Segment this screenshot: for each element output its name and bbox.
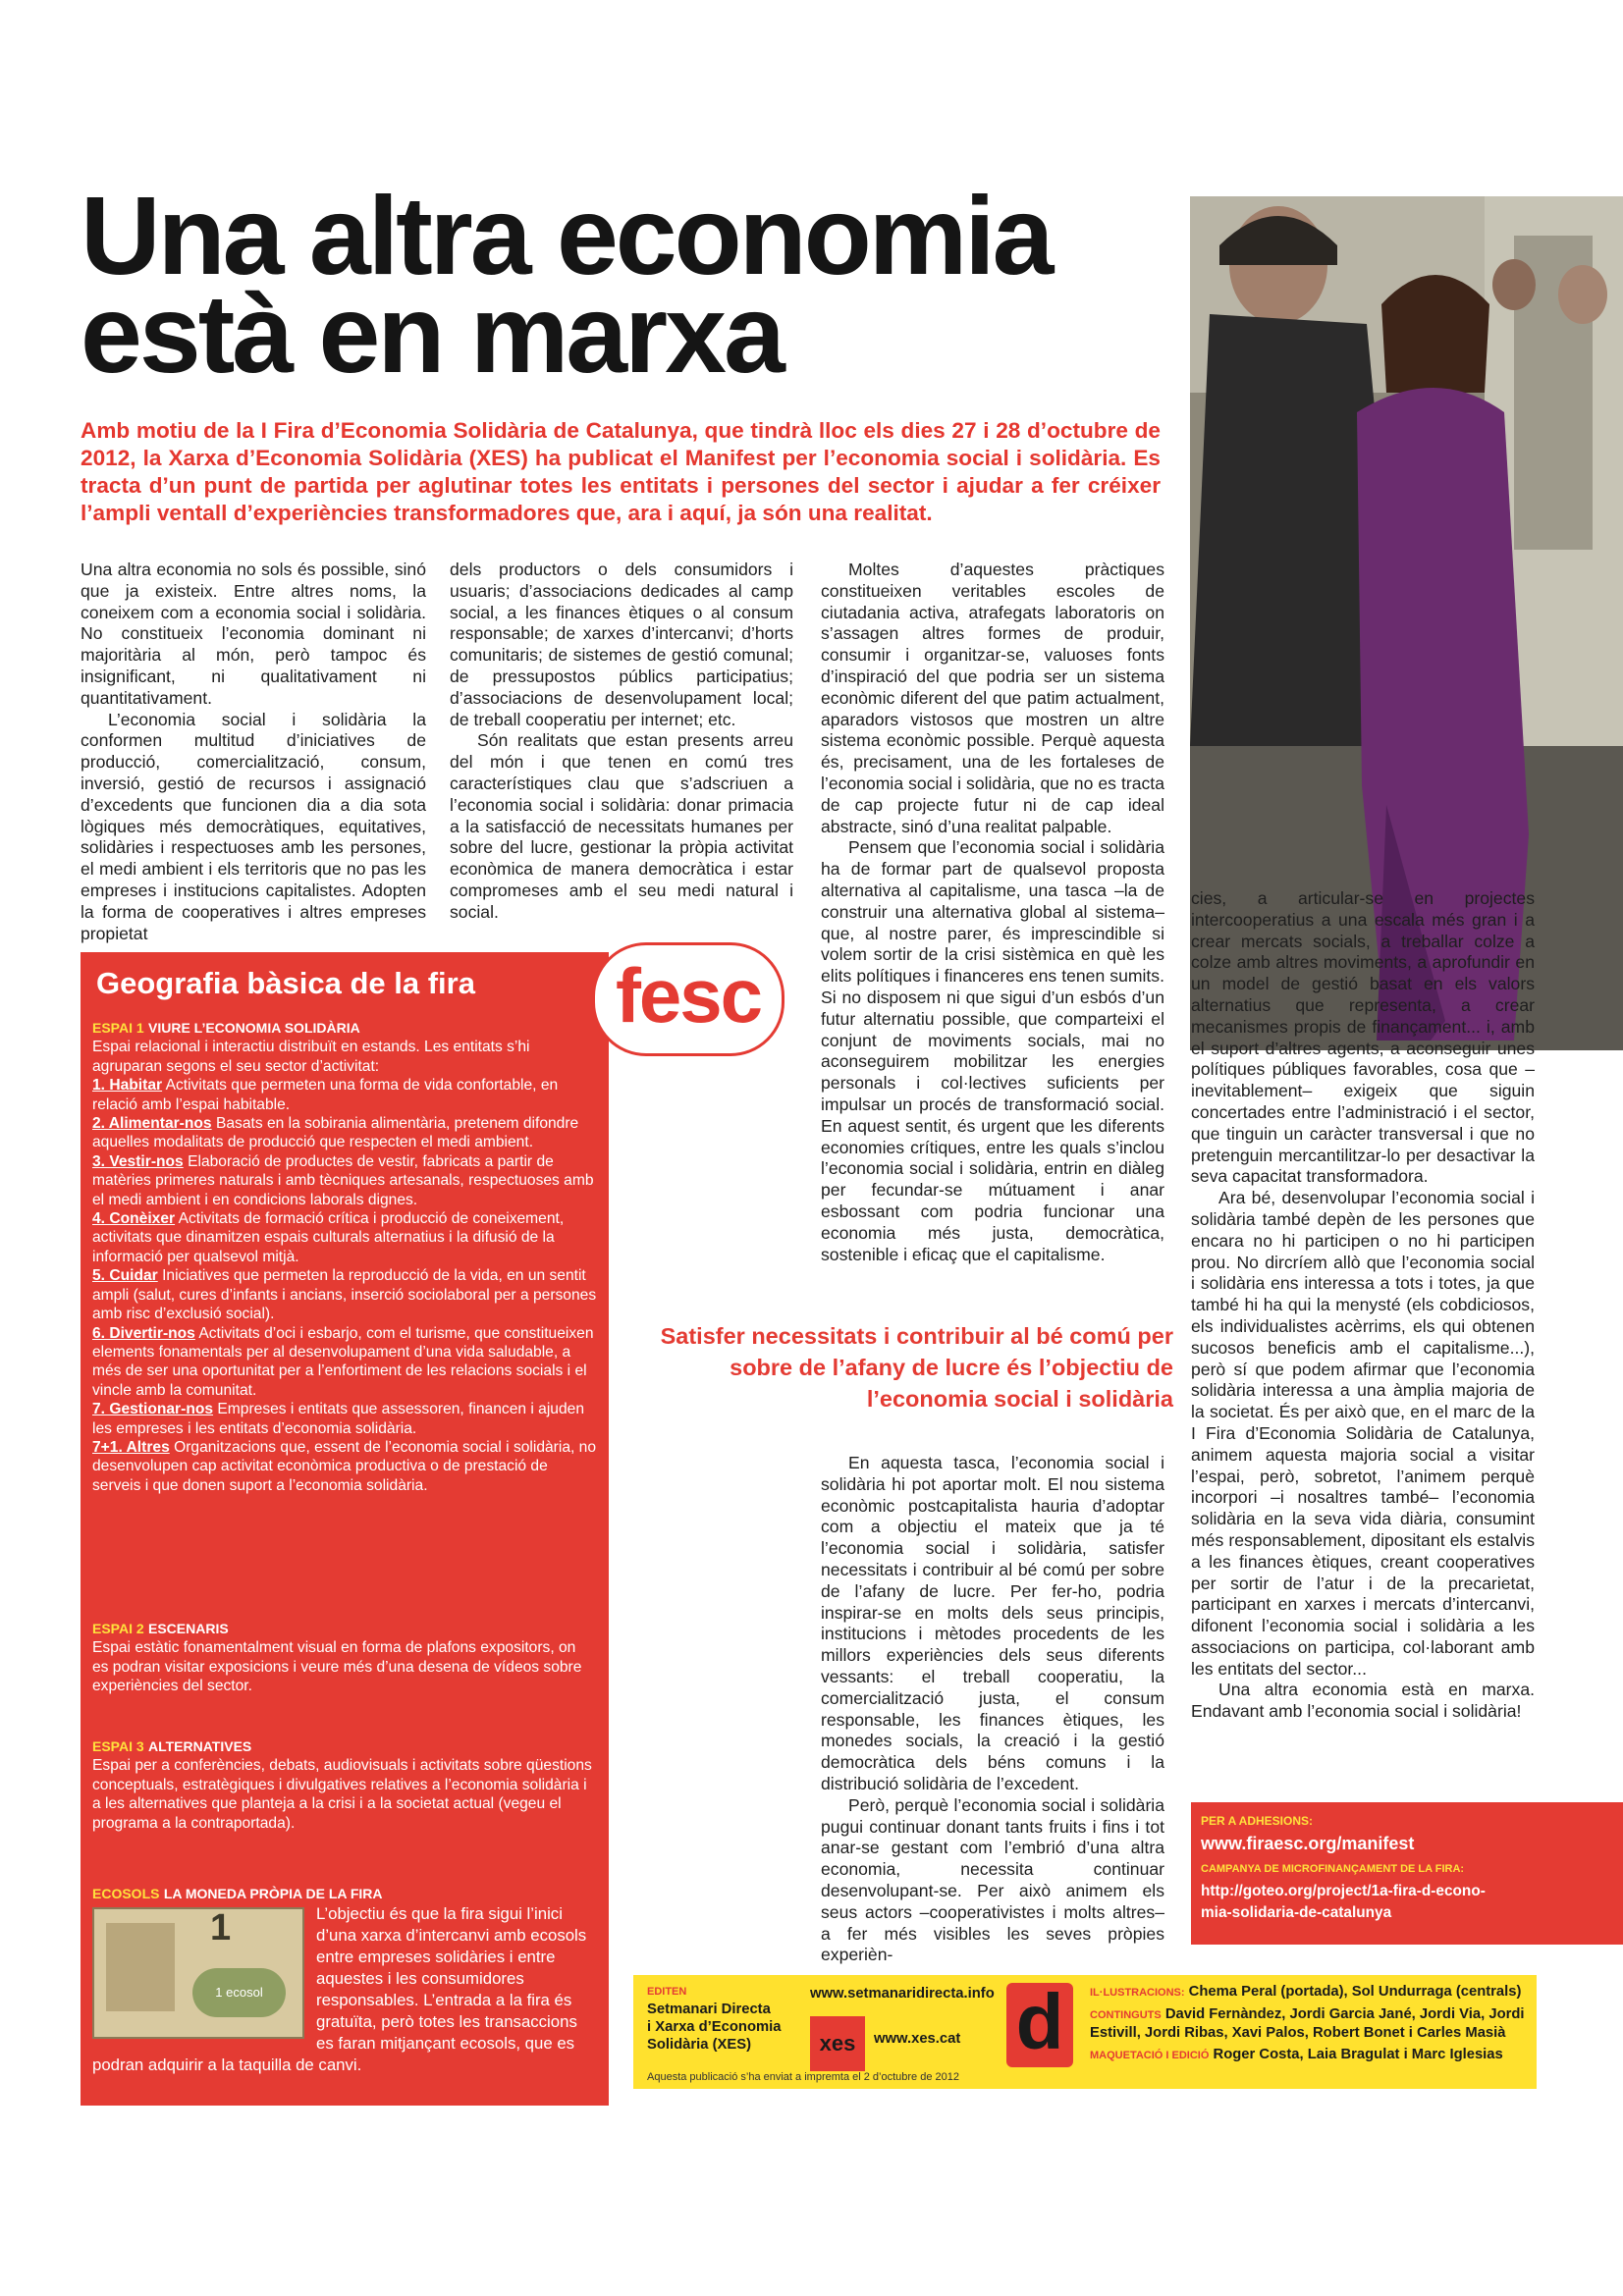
sector-list xyxy=(92,1076,598,1495)
publishers-label: EDITEN xyxy=(647,1986,687,1998)
print-note: Aquesta publicació s’ha enviat a impremta el 2 d’octubre de 2012 xyxy=(647,2071,959,2083)
sector-name: 6. Divertir-nos xyxy=(92,1324,195,1342)
espai-1-number: ESPAI 1 xyxy=(92,1020,144,1036)
credits-block xyxy=(1090,1983,1532,2064)
crowdfunding-label: CAMPANYA DE MICROFINANÇAMENT DE LA FIRA: xyxy=(1201,1863,1465,1875)
sector-item xyxy=(92,1438,598,1495)
article-column-3 xyxy=(821,560,1164,1265)
contents-credit-2: Estivill, Jordi Ribas, Xavi Palos, Robert Bonet i Carles Masià xyxy=(1090,2025,1506,2041)
article-paragraph: Però, perquè l’economia social i solidària pugui continuar donant tants fruits i fins i tot anar-se gestant com l’embrió d’una altra economia, necessita continuar desenvolupant-se. Per això animem els seus actors –cooperativistes i molts altres– a fer més visibles les seves pròpies experièn- xyxy=(821,1794,1164,1965)
illustrations-label: IL·LUSTRACIONS: xyxy=(1090,1987,1185,1999)
sector-item xyxy=(92,1076,598,1114)
fair-geography-title: Geografia bàsica de la fira xyxy=(96,966,475,1000)
espai-1-name: VIURE L’ECONOMIA SOLIDÀRIA xyxy=(148,1020,360,1036)
sector-item xyxy=(92,1324,598,1401)
sector-name: 5. Cuidar xyxy=(92,1267,158,1285)
article-column-3-lower xyxy=(821,1453,1164,1966)
publisher-line: Solidària (XES) xyxy=(647,2037,752,2053)
sector-name: 7. Gestionar-nos xyxy=(92,1401,214,1418)
article-paragraph: Moltes d’aquestes pràctiques constitueixen veritables escoles de ciutadania activa, atrafegats laboratoris on s’assagen altres formes de produir, consumir i organitzar-se, valuoses fonts d’inspiració del que podria ser un sistema econòmic diferent del que patim actualment, aparadors vistosos que mostren un altre sistema econòmic possible. Perquè aquesta és, precisament, una de les fortaleses de l’economia social i solidària, que no es tracta de cap projecte futur ni de cap ideal abstracte, sinó d’una realitat palpable. xyxy=(821,560,1164,836)
sector-item xyxy=(92,1209,598,1266)
lead-paragraph: Amb motiu de la I Fira d’Economia Solidària de Catalunya, que tindrà lloc els dies 27 i 28 d’octubre de 2012, la Xarxa d’Economia Solidària (XES) ha publicat el Manifest per l’economia social i solidària. Es tracta d’un punt de partida per aglutinar totes les entitats i persones del sector i ajudar a fer créixer l’ampli ventall d’experiències transformadores que, ara i aquí, ja són una realitat. xyxy=(81,418,1161,525)
adhesions-box xyxy=(1191,1802,1623,1945)
illustrations-credit: Chema Peral (portada), Sol Undurraga (centrals) xyxy=(1188,1984,1522,2000)
sector-text: Elaboració de productes de vestir, fabricats a partir de matèries primeres naturals i amb tècniques artesanals, respectuoses amb el medi ambient i en condicions laborals dignes. xyxy=(92,1152,594,1208)
publisher-line: i Xarxa d’Economia xyxy=(647,2019,782,2035)
espai-3-text: Espai per a conferències, debats, audiovisuals i activitats sobre qüestions conceptuals, estratègiques i divulgatives relatives a l’economia solidària i a les alternatives que planteja a la crisi i a la societat actual (vegeu el programa a la contraportada). xyxy=(92,1757,592,1832)
adhesions-label: PER A ADHESIONS: xyxy=(1201,1814,1314,1828)
ecosols-section xyxy=(92,1885,593,2076)
fesc-logo xyxy=(592,942,784,1056)
article-paragraph: cies, a articular-se en projectes intercooperatius a una escala més gran i a crear mercats socials, a treballar colze a colze amb altres moviments, a aprofundir en un model de gestió basat en els valors alternatius que representa, a crear mecanismes propis de finançament... i, amb el suport d’altres agents, a aconseguir unes polítiques públiques favorables, cosa que –inevitablement– exigeix que siguin concertades entre l’administració i el sector, que tinguin un caràcter transversal i que no pretenguin mercantilitzar-lo per desactivar la seva capacitat transformadora. xyxy=(1191,888,1535,1187)
article-column-4 xyxy=(1191,888,1535,1723)
sector-text: Empreses i entitats que assessoren, financen i ajuden les empreses i les entitats d’economia solidària. xyxy=(92,1401,584,1437)
layout-label: MAQUETACIÓ I EDICIÓ xyxy=(1090,2050,1210,2061)
article-column-1 xyxy=(81,560,426,944)
sector-item xyxy=(92,1266,598,1323)
espai-2-section xyxy=(92,1620,593,1696)
sector-name: 7+1. Altres xyxy=(92,1438,170,1456)
fesc-logo-text: fesc xyxy=(615,952,762,1039)
publisher-line: Setmanari Directa xyxy=(647,2002,771,2017)
headline xyxy=(81,174,1180,396)
fair-geography-box xyxy=(81,952,609,2106)
credits-footer xyxy=(633,1975,1537,2089)
espai-2-text: Espai estàtic fonamentalment visual en forma de plafons expositors, on es podran visitar exposicions i veure més d’una desena de vídeos sobre experiències del sector. xyxy=(92,1639,582,1695)
espai-3-number: ESPAI 3 xyxy=(92,1738,144,1754)
adhesions-link[interactable]: www.firaesc.org/manifest xyxy=(1201,1834,1415,1853)
sector-name: 4. Conèixer xyxy=(92,1210,176,1228)
contents-credit-1: David Fernàndez, Jordi Garcia Jané, Jordi Via, Jordi xyxy=(1164,2006,1525,2022)
article-paragraph: En aquesta tasca, l’economia social i solidària hi pot aportar molt. El nou sistema econòmic postcapitalista hauria d’adoptar com a objectiu el mateix que ja té l’economia social i solidària, satisfer necessitats i contribuir al bé comú per sobre de l’afany de lucre. Per fer-ho, podria inspirar-se en molts dels seus principis, institucions i mètodes procedents de les millors experiències dels seus diferents vessants: el treball cooperatiu, la comercialització justa, el consum responsable, les finances ètiques, les monedes socials, la creació i la gestió democràtica dels béns comuns i la distribució solidària de l’excedent. xyxy=(821,1453,1164,1793)
sector-text: Iniciatives que permeten la reproducció de la vida, en un sentit ampli (salut, cures d’infants i ancians, inserció sociolaboral per a persones amb risc d’exclusió social). xyxy=(92,1267,597,1323)
sector-item xyxy=(92,1400,598,1438)
ecosol-banknote-image: 1 1 ecosol xyxy=(92,1907,304,2039)
pull-quote: Satisfer necessitats i contribuir al bé comú per sobre de l’afany de lucre és l’objectiu de l’economia social i solidària xyxy=(660,1323,1173,1412)
article-paragraph: Ara bé, desenvolupar l’economia social i solidària també depèn de les persones que encara no hi participen o no hi participen prou. No dircríem allò que l’economia social i solidària ens interessa a tots i totes, ja que també hi ha qui la menysté (els cobdiciosos, els individualistes acèrrims, els qui obtenen sucosos beneficis amb el capitalisme...), però sí que podem afirmar que l’economia solidària interessa a una àmplia majoria de la societat. És per això que, en el marc de la I Fira d’Economia Solidària de Catalunya, animem aquesta majoria social a visitar l’espai, però, sobretot, l’animem perquè incorpori –i nosaltres també– l’economia solidària en la seva vida diària, consumint més responsablement, dipositant els estalvis a les finances ètiques, creant cooperatives per sortir de l’atur i de la precarietat, participant en xarxes i mercats d’intercanvi, difonent l’economia social i solidària a les associacions on participa, col·laborant amb les entitats del sector... xyxy=(1191,1188,1535,1679)
layout-credit: Roger Costa, Laia Bragulat i Marc Iglesias xyxy=(1213,2047,1503,2062)
sector-name: 1. Habitar xyxy=(92,1077,163,1095)
ecosol-note-label: 1 ecosol xyxy=(192,1968,286,2017)
article-paragraph: dels productors o dels consumidors i usuaris; d’associacions dedicades al camp social, a les finances ètiques o al consum responsable; de xarxes d’intercanvi; d’horts comunitaris; de sistemes de gestió comunal; de pressupostos públics participatius; d’associacions de desenvolupament local; de treball cooperatiu per internet; etc. xyxy=(450,560,793,729)
crowdfunding-link-line-1[interactable]: http://goteo.org/project/1a-fira-d-econo- xyxy=(1201,1883,1486,1899)
sector-text: Activitats de formació crítica i producció de coneixement, activitats que dinamitzen espais culturals alternatius i la difusió de la informació per qualsevol mitjà. xyxy=(92,1210,565,1265)
ecosols-text: L’objectiu és que la fira sigui l’inici d’una xarxa d’intercanvi amb ecosols entre empreses solidàries i entre aquestes i les consumidores responsables. L’entrada a la fira és gratuïta, però totes les transaccions es faran mitjançant ecosols, que es podran adquirir a la taquilla de canvi. xyxy=(92,1904,587,2075)
headline-line-1: Una altra economia xyxy=(81,174,1052,297)
article-paragraph: L’economia social i solidària la conformen multitud d’iniciatives de producció, comercialització, consum, inversió, gestió de recursos i assignació d’excedents que funcionen dia a dia sota lògiques més democràtiques, equitatives, solidàries i respectuoses amb les persones, el medi ambient i els territoris que no pas les empreses i institucions capitalistes. Adopten la forma de cooperatives i altres empreses propietat xyxy=(81,709,426,943)
sector-text: Activitats que permeten una forma de vida confortable, en relació amb l’espai habitable. xyxy=(92,1077,559,1113)
ecosols-name: LA MONEDA PRÒPIA DE LA FIRA xyxy=(163,1886,383,1901)
espai-1-intro: Espai relacional i interactiu distribuït en estands. Les entitats s’hi agruparan segons el seu sector d’activitat: xyxy=(92,1039,530,1075)
sector-text: Basats en la sobirania alimentària, pretenem difondre aquelles modalitats de producció que respecten el medi ambient. xyxy=(92,1115,579,1151)
xes-url[interactable]: www.xes.cat xyxy=(874,2031,961,2047)
espai-1-section xyxy=(92,1019,598,1495)
article-paragraph: Una altra economia està en marxa. Endavant amb l’economia social i solidària! xyxy=(1191,1680,1535,1722)
sector-text: Organitzacions que, essent de l’economia social i solidària, no desenvolupen cap activitat econòmica productiva o de prestació de serveis i que donen suport a l’economia solidària. xyxy=(92,1438,597,1494)
headline-line-2: està en marxa xyxy=(81,272,783,396)
sector-item xyxy=(92,1152,598,1209)
article-column-2 xyxy=(450,560,793,924)
espai-3-section xyxy=(92,1737,593,1833)
espai-3-name: ALTERNATIVES xyxy=(148,1738,252,1754)
article-paragraph: Pensem que l’economia social i solidària ha de formar part de qualsevol proposta alternativa al capitalisme, una tasca –la de construir una alternativa global al sistema– que, al nostre parer, és imprescindible si volem sortir de la crisi sistèmica en què les elits polítiques i financeres ens tenen sumits. Si no disposem ni que sigui d’un esbós d’un futur alternatiu possible, que comparteixi el conjunt de moviments socials, mai no aconseguirem mobilitzar les energies personals i col·lectives suficients per impulsar un procés de transformació social. En aquest sentit, és urgent que les diferents economies crítiques, entre les quals s’inclou l’economia social i solidària, entrin en diàleg per fecundar-se mútuament i anar esbossant com podria funcionar una economia més justa, democràtica, sostenible i eficaç que el capitalisme. xyxy=(821,837,1164,1264)
crowdfunding-link-line-2[interactable]: mia-solidaria-de-catalunya xyxy=(1201,1904,1392,1921)
espai-2-name: ESCENARIS xyxy=(148,1621,229,1636)
article-paragraph: Són realitats que estan presents arreu del món i que tenen en comú tres característiques clau que s’adscriuen a l’economia social i solidària: donar primacia a la satisfacció de necessitats humanes per sobre del lucre, gestionar la pròpia activitat econòmica de manera democràtica i estar compromeses amb el seu medi natural i social. xyxy=(450,730,793,922)
xes-logo: xes xyxy=(810,2016,865,2071)
directa-d-logo: d xyxy=(1006,1983,1073,2067)
ecosols-number: ECOSOLS xyxy=(92,1886,160,1901)
sector-item xyxy=(92,1114,598,1152)
publishers-block xyxy=(647,1983,782,2054)
contents-label: CONTINGUTS xyxy=(1090,2009,1162,2021)
sector-name: 3. Vestir-nos xyxy=(92,1152,184,1170)
espai-2-number: ESPAI 2 xyxy=(92,1621,144,1636)
article-paragraph: Una altra economia no sols és possible, sinó que ja existeix. Entre altres noms, la coneixem com a economia social i solidària. No constitueix l’economia dominant ni majoritària al món, però tampoc és insignificant, ni qualitativament ni quantitativament. xyxy=(81,560,426,708)
directa-url[interactable]: www.setmanaridirecta.info xyxy=(810,1986,995,2002)
sector-text: Activitats d’oci i esbarjo, com el turisme, que constitueixen elements fonamentals per al desenvolupament d’una vida saludable, a més de ser una oportunitat per a l’enfortiment de les relacions socials i el vincle amb la comunitat. xyxy=(92,1324,594,1399)
sector-name: 2. Alimentar-nos xyxy=(92,1115,212,1133)
